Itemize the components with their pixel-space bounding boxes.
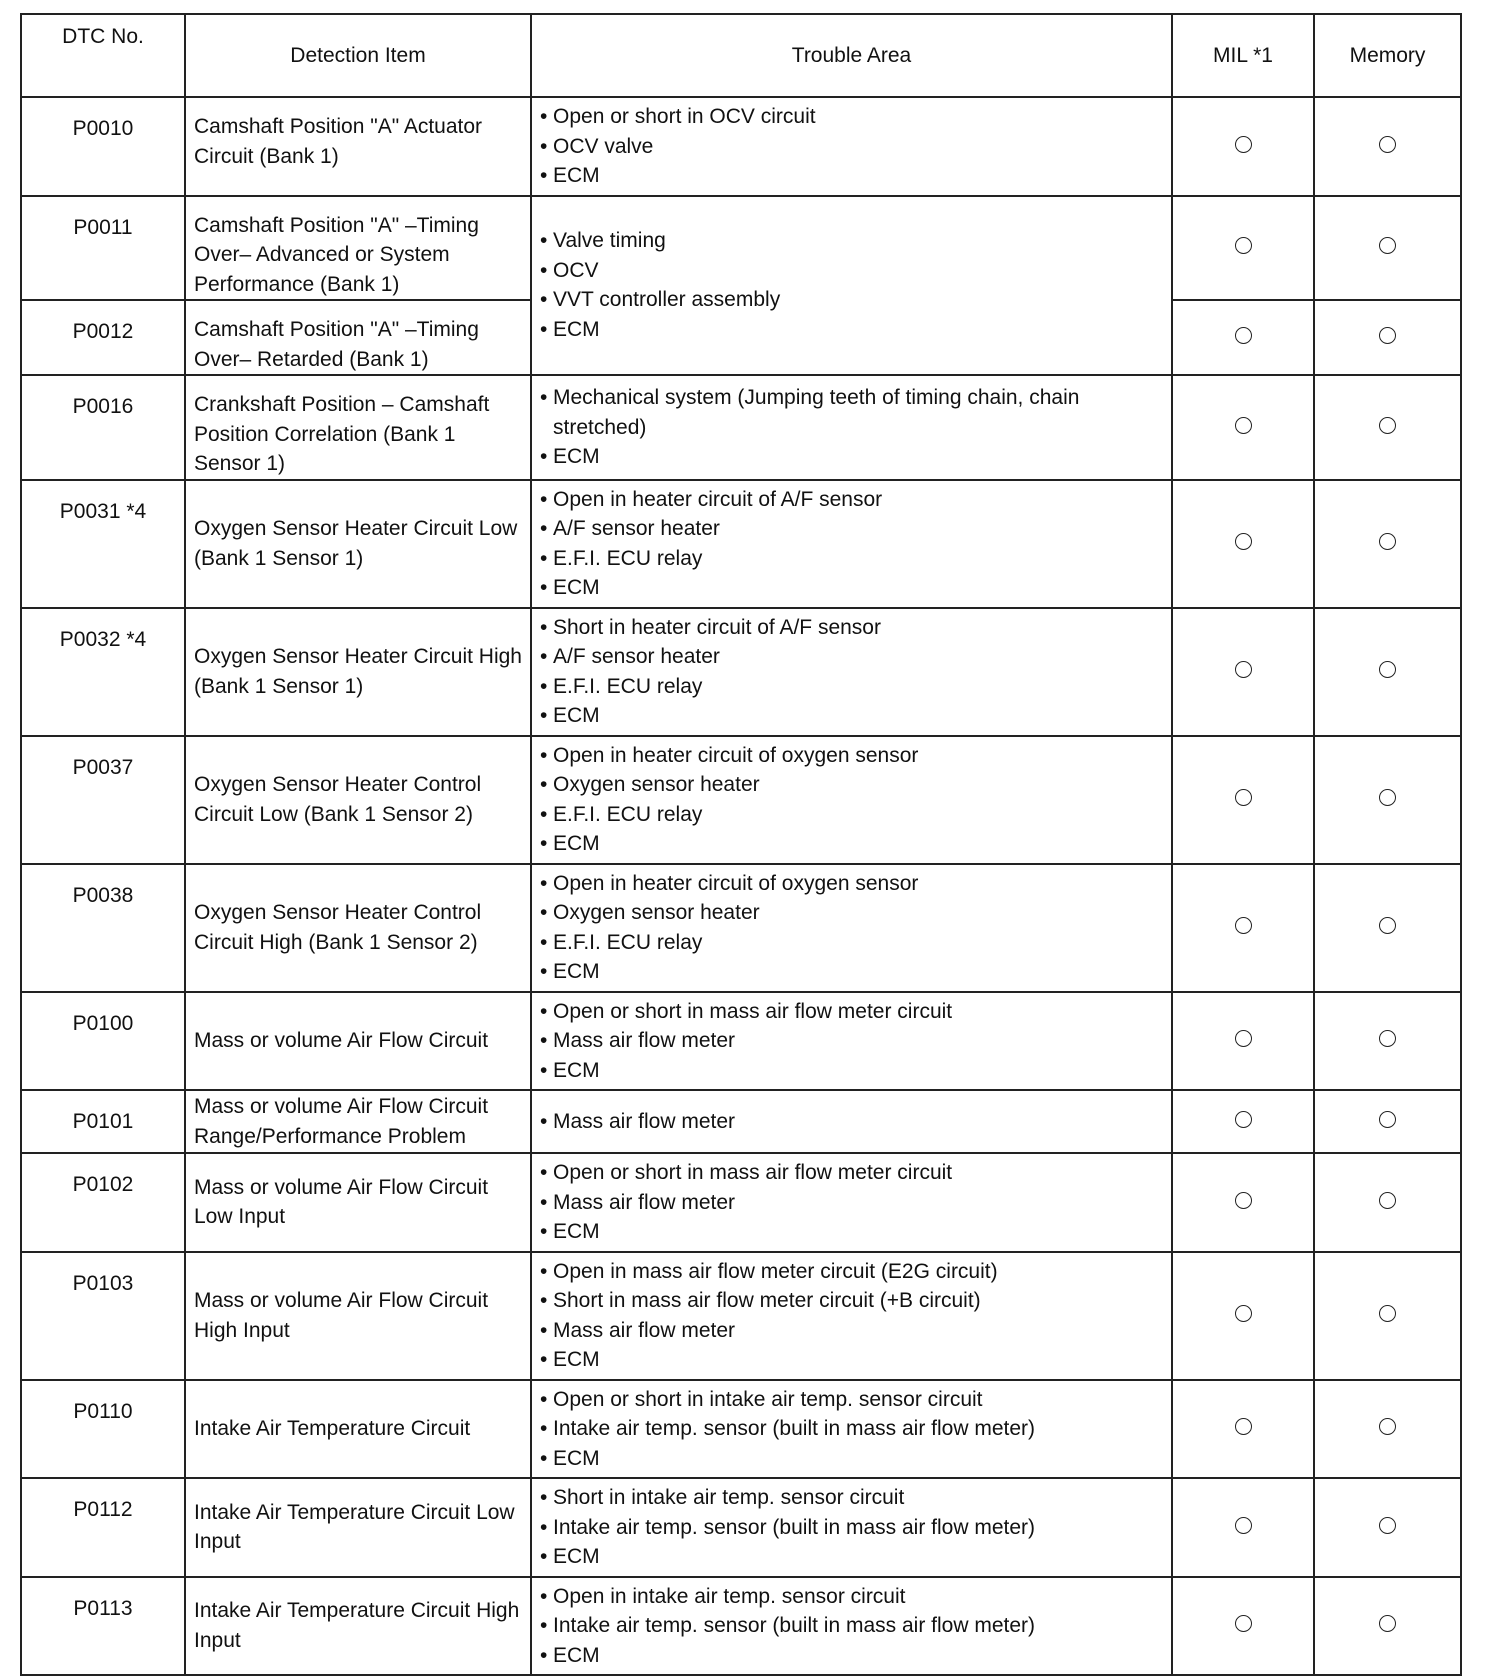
table-row (21, 196, 1461, 301)
mil-circle-icon (1235, 1192, 1252, 1209)
trouble-area (531, 97, 1172, 196)
dtc-code: P0110 (21, 1380, 185, 1479)
trouble-item: • Intake air temp. sensor (built in mass air flow meter) (540, 1611, 1165, 1641)
header-row (21, 14, 1461, 97)
trouble-area (531, 736, 1172, 864)
detection-item: Oxygen Sensor Heater Circuit Low (Bank 1 Sensor 1) (185, 480, 531, 608)
trouble-item: • ECM (540, 1056, 1165, 1086)
table-row (21, 1153, 1461, 1252)
memory-cell (1314, 736, 1461, 864)
memory-circle-icon (1379, 327, 1396, 344)
dtc-code: P0100 (21, 992, 185, 1091)
mil-circle-icon (1235, 237, 1252, 254)
dtc-code: P0016 (21, 375, 185, 480)
memory-circle-icon (1379, 237, 1396, 254)
trouble-list (540, 869, 1165, 987)
table-row (21, 375, 1461, 480)
dtc-code: P0103 (21, 1252, 185, 1380)
mil-circle-icon (1235, 1517, 1252, 1534)
trouble-area (531, 992, 1172, 1091)
trouble-list (540, 226, 1165, 344)
trouble-area (531, 1153, 1172, 1252)
memory-circle-icon (1379, 533, 1396, 550)
trouble-item: • Open in heater circuit of A/F sensor (540, 485, 1165, 515)
trouble-area (531, 1090, 1172, 1153)
mil-cell (1172, 1380, 1314, 1479)
trouble-item: • Open in mass air flow meter circuit (E2G circuit) (540, 1257, 1165, 1287)
table-row (21, 97, 1461, 196)
memory-cell (1314, 608, 1461, 736)
header-memory: Memory (1314, 14, 1461, 97)
table-row (21, 864, 1461, 992)
trouble-item: • ECM (540, 1217, 1165, 1247)
trouble-item: • Oxygen sensor heater (540, 770, 1165, 800)
trouble-area (531, 1577, 1172, 1676)
dtc-code: P0112 (21, 1478, 185, 1577)
header-dtc-no: DTC No. (21, 14, 185, 97)
trouble-item: • E.F.I. ECU relay (540, 928, 1165, 958)
mil-cell (1172, 736, 1314, 864)
trouble-list (540, 383, 1165, 472)
mil-circle-icon (1235, 917, 1252, 934)
detection-item: Oxygen Sensor Heater Control Circuit Low (Bank 1 Sensor 2) (185, 736, 531, 864)
table-row (21, 992, 1461, 1091)
trouble-item: • ECM (540, 315, 1165, 345)
mil-cell (1172, 992, 1314, 1091)
mil-cell (1172, 196, 1314, 301)
mil-cell (1172, 300, 1314, 375)
memory-cell (1314, 1380, 1461, 1479)
trouble-item: • Short in mass air flow meter circuit (+B circuit) (540, 1286, 1165, 1316)
trouble-area (531, 1380, 1172, 1479)
memory-cell (1314, 1153, 1461, 1252)
detection-item: Mass or volume Air Flow Circuit High Input (185, 1252, 531, 1380)
memory-cell (1314, 196, 1461, 301)
trouble-item: • A/F sensor heater (540, 642, 1165, 672)
memory-cell (1314, 992, 1461, 1091)
header-trouble-area: Trouble Area (531, 14, 1172, 97)
dtc-code: P0038 (21, 864, 185, 992)
mil-cell (1172, 1252, 1314, 1380)
mil-circle-icon (1235, 1305, 1252, 1322)
trouble-item: • Valve timing (540, 226, 1165, 256)
table-row (21, 480, 1461, 608)
dtc-code: P0031 *4 (21, 480, 185, 608)
dtc-code: P0032 *4 (21, 608, 185, 736)
trouble-item: • ECM (540, 829, 1165, 859)
header-detection-item: Detection Item (185, 14, 531, 97)
mil-cell (1172, 1478, 1314, 1577)
detection-item: Mass or volume Air Flow Circuit Low Input (185, 1153, 531, 1252)
trouble-item: • Mass air flow meter (540, 1026, 1165, 1056)
mil-circle-icon (1235, 789, 1252, 806)
trouble-item: • ECM (540, 1345, 1165, 1375)
trouble-list (540, 997, 1165, 1086)
dtc-code: P0011 (21, 196, 185, 301)
trouble-item: • E.F.I. ECU relay (540, 672, 1165, 702)
memory-circle-icon (1379, 136, 1396, 153)
detection-item: Camshaft Position "A" –Timing Over– Advanced or System Performance (Bank 1) (185, 196, 531, 301)
trouble-list (540, 1158, 1165, 1247)
memory-circle-icon (1379, 917, 1396, 934)
table-row (21, 736, 1461, 864)
detection-item: Intake Air Temperature Circuit Low Input (185, 1478, 531, 1577)
mil-circle-icon (1235, 327, 1252, 344)
detection-item: Camshaft Position "A" –Timing Over– Retarded (Bank 1) (185, 300, 531, 375)
dtc-code: P0101 (21, 1090, 185, 1153)
trouble-item: • Intake air temp. sensor (built in mass air flow meter) (540, 1414, 1165, 1444)
trouble-item: • ECM (540, 161, 1165, 191)
memory-cell (1314, 1090, 1461, 1153)
memory-circle-icon (1379, 1517, 1396, 1534)
dtc-code: P0113 (21, 1577, 185, 1676)
header-mil: MIL *1 (1172, 14, 1314, 97)
dtc-table (20, 13, 1462, 1676)
detection-item: Mass or volume Air Flow Circuit Range/Performance Problem (185, 1090, 531, 1153)
trouble-item: • Mass air flow meter (540, 1107, 1165, 1137)
memory-cell (1314, 1252, 1461, 1380)
trouble-area (531, 1252, 1172, 1380)
table-body (21, 97, 1461, 1675)
trouble-list (540, 1582, 1165, 1671)
dtc-code: P0012 (21, 300, 185, 375)
trouble-area (531, 864, 1172, 992)
detection-item: Oxygen Sensor Heater Circuit High (Bank 1 Sensor 1) (185, 608, 531, 736)
trouble-list (540, 1257, 1165, 1375)
trouble-item: • Short in heater circuit of A/F sensor (540, 613, 1165, 643)
mil-circle-icon (1235, 417, 1252, 434)
trouble-item: • OCV valve (540, 132, 1165, 162)
memory-circle-icon (1379, 661, 1396, 678)
trouble-item: • E.F.I. ECU relay (540, 544, 1165, 574)
trouble-item: • Mass air flow meter (540, 1316, 1165, 1346)
trouble-list (540, 1107, 1165, 1137)
trouble-item: • Open in heater circuit of oxygen sensor (540, 869, 1165, 899)
mil-circle-icon (1235, 1615, 1252, 1632)
trouble-list (540, 102, 1165, 191)
mil-circle-icon (1235, 1111, 1252, 1128)
trouble-list (540, 613, 1165, 731)
memory-circle-icon (1379, 417, 1396, 434)
detection-item: Intake Air Temperature Circuit High Input (185, 1577, 531, 1676)
mil-circle-icon (1235, 136, 1252, 153)
trouble-area (531, 196, 1172, 376)
trouble-item: • ECM (540, 957, 1165, 987)
dtc-code: P0037 (21, 736, 185, 864)
trouble-item: • Open or short in intake air temp. sensor circuit (540, 1385, 1165, 1415)
trouble-list (540, 1385, 1165, 1474)
table-row (21, 1577, 1461, 1676)
trouble-item: • ECM (540, 1641, 1165, 1671)
table-row (21, 1090, 1461, 1153)
table-row (21, 1380, 1461, 1479)
mil-cell (1172, 608, 1314, 736)
memory-circle-icon (1379, 1305, 1396, 1322)
memory-cell (1314, 300, 1461, 375)
mil-cell (1172, 480, 1314, 608)
memory-cell (1314, 864, 1461, 992)
trouble-item: • ECM (540, 701, 1165, 731)
mil-circle-icon (1235, 1030, 1252, 1047)
mil-cell (1172, 1153, 1314, 1252)
trouble-area (531, 480, 1172, 608)
trouble-area (531, 1478, 1172, 1577)
trouble-item: • Oxygen sensor heater (540, 898, 1165, 928)
mil-cell (1172, 864, 1314, 992)
trouble-item: • Open in intake air temp. sensor circuit (540, 1582, 1165, 1612)
memory-circle-icon (1379, 1030, 1396, 1047)
trouble-item: • E.F.I. ECU relay (540, 800, 1165, 830)
trouble-list (540, 741, 1165, 859)
mil-cell (1172, 97, 1314, 196)
memory-circle-icon (1379, 789, 1396, 806)
memory-cell (1314, 375, 1461, 480)
detection-item: Mass or volume Air Flow Circuit (185, 992, 531, 1091)
trouble-item: • ECM (540, 1444, 1165, 1474)
trouble-area (531, 608, 1172, 736)
trouble-item: • ECM (540, 1542, 1165, 1572)
detection-item: Crankshaft Position – Camshaft Position Correlation (Bank 1 Sensor 1) (185, 375, 531, 480)
memory-circle-icon (1379, 1192, 1396, 1209)
dtc-code: P0010 (21, 97, 185, 196)
mil-circle-icon (1235, 661, 1252, 678)
table-row (21, 1478, 1461, 1577)
trouble-item: • Open or short in mass air flow meter circuit (540, 1158, 1165, 1188)
trouble-list (540, 1483, 1165, 1572)
detection-item: Oxygen Sensor Heater Control Circuit High (Bank 1 Sensor 2) (185, 864, 531, 992)
memory-cell (1314, 97, 1461, 196)
trouble-item: • Short in intake air temp. sensor circuit (540, 1483, 1165, 1513)
trouble-item: • ECM (540, 573, 1165, 603)
mil-cell (1172, 375, 1314, 480)
trouble-item: • Open or short in OCV circuit (540, 102, 1165, 132)
dtc-code: P0102 (21, 1153, 185, 1252)
mil-circle-icon (1235, 1418, 1252, 1435)
trouble-list (540, 485, 1165, 603)
table-row (21, 608, 1461, 736)
memory-cell (1314, 480, 1461, 608)
trouble-item: • Mechanical system (Jumping teeth of timing chain, chain stretched) (540, 383, 1165, 442)
trouble-item: • Open in heater circuit of oxygen sensor (540, 741, 1165, 771)
memory-cell (1314, 1577, 1461, 1676)
trouble-item: • ECM (540, 442, 1165, 472)
table-row (21, 1252, 1461, 1380)
trouble-item: • VVT controller assembly (540, 285, 1165, 315)
memory-circle-icon (1379, 1418, 1396, 1435)
mil-circle-icon (1235, 533, 1252, 550)
memory-cell (1314, 1478, 1461, 1577)
trouble-item: • Mass air flow meter (540, 1188, 1165, 1218)
detection-item: Camshaft Position "A" Actuator Circuit (Bank 1) (185, 97, 531, 196)
mil-cell (1172, 1090, 1314, 1153)
trouble-item: • OCV (540, 256, 1165, 286)
mil-cell (1172, 1577, 1314, 1676)
trouble-item: • Open or short in mass air flow meter circuit (540, 997, 1165, 1027)
trouble-item: • A/F sensor heater (540, 514, 1165, 544)
memory-circle-icon (1379, 1111, 1396, 1128)
trouble-item: • Intake air temp. sensor (built in mass air flow meter) (540, 1513, 1165, 1543)
detection-item: Intake Air Temperature Circuit (185, 1380, 531, 1479)
trouble-area (531, 375, 1172, 480)
memory-circle-icon (1379, 1615, 1396, 1632)
